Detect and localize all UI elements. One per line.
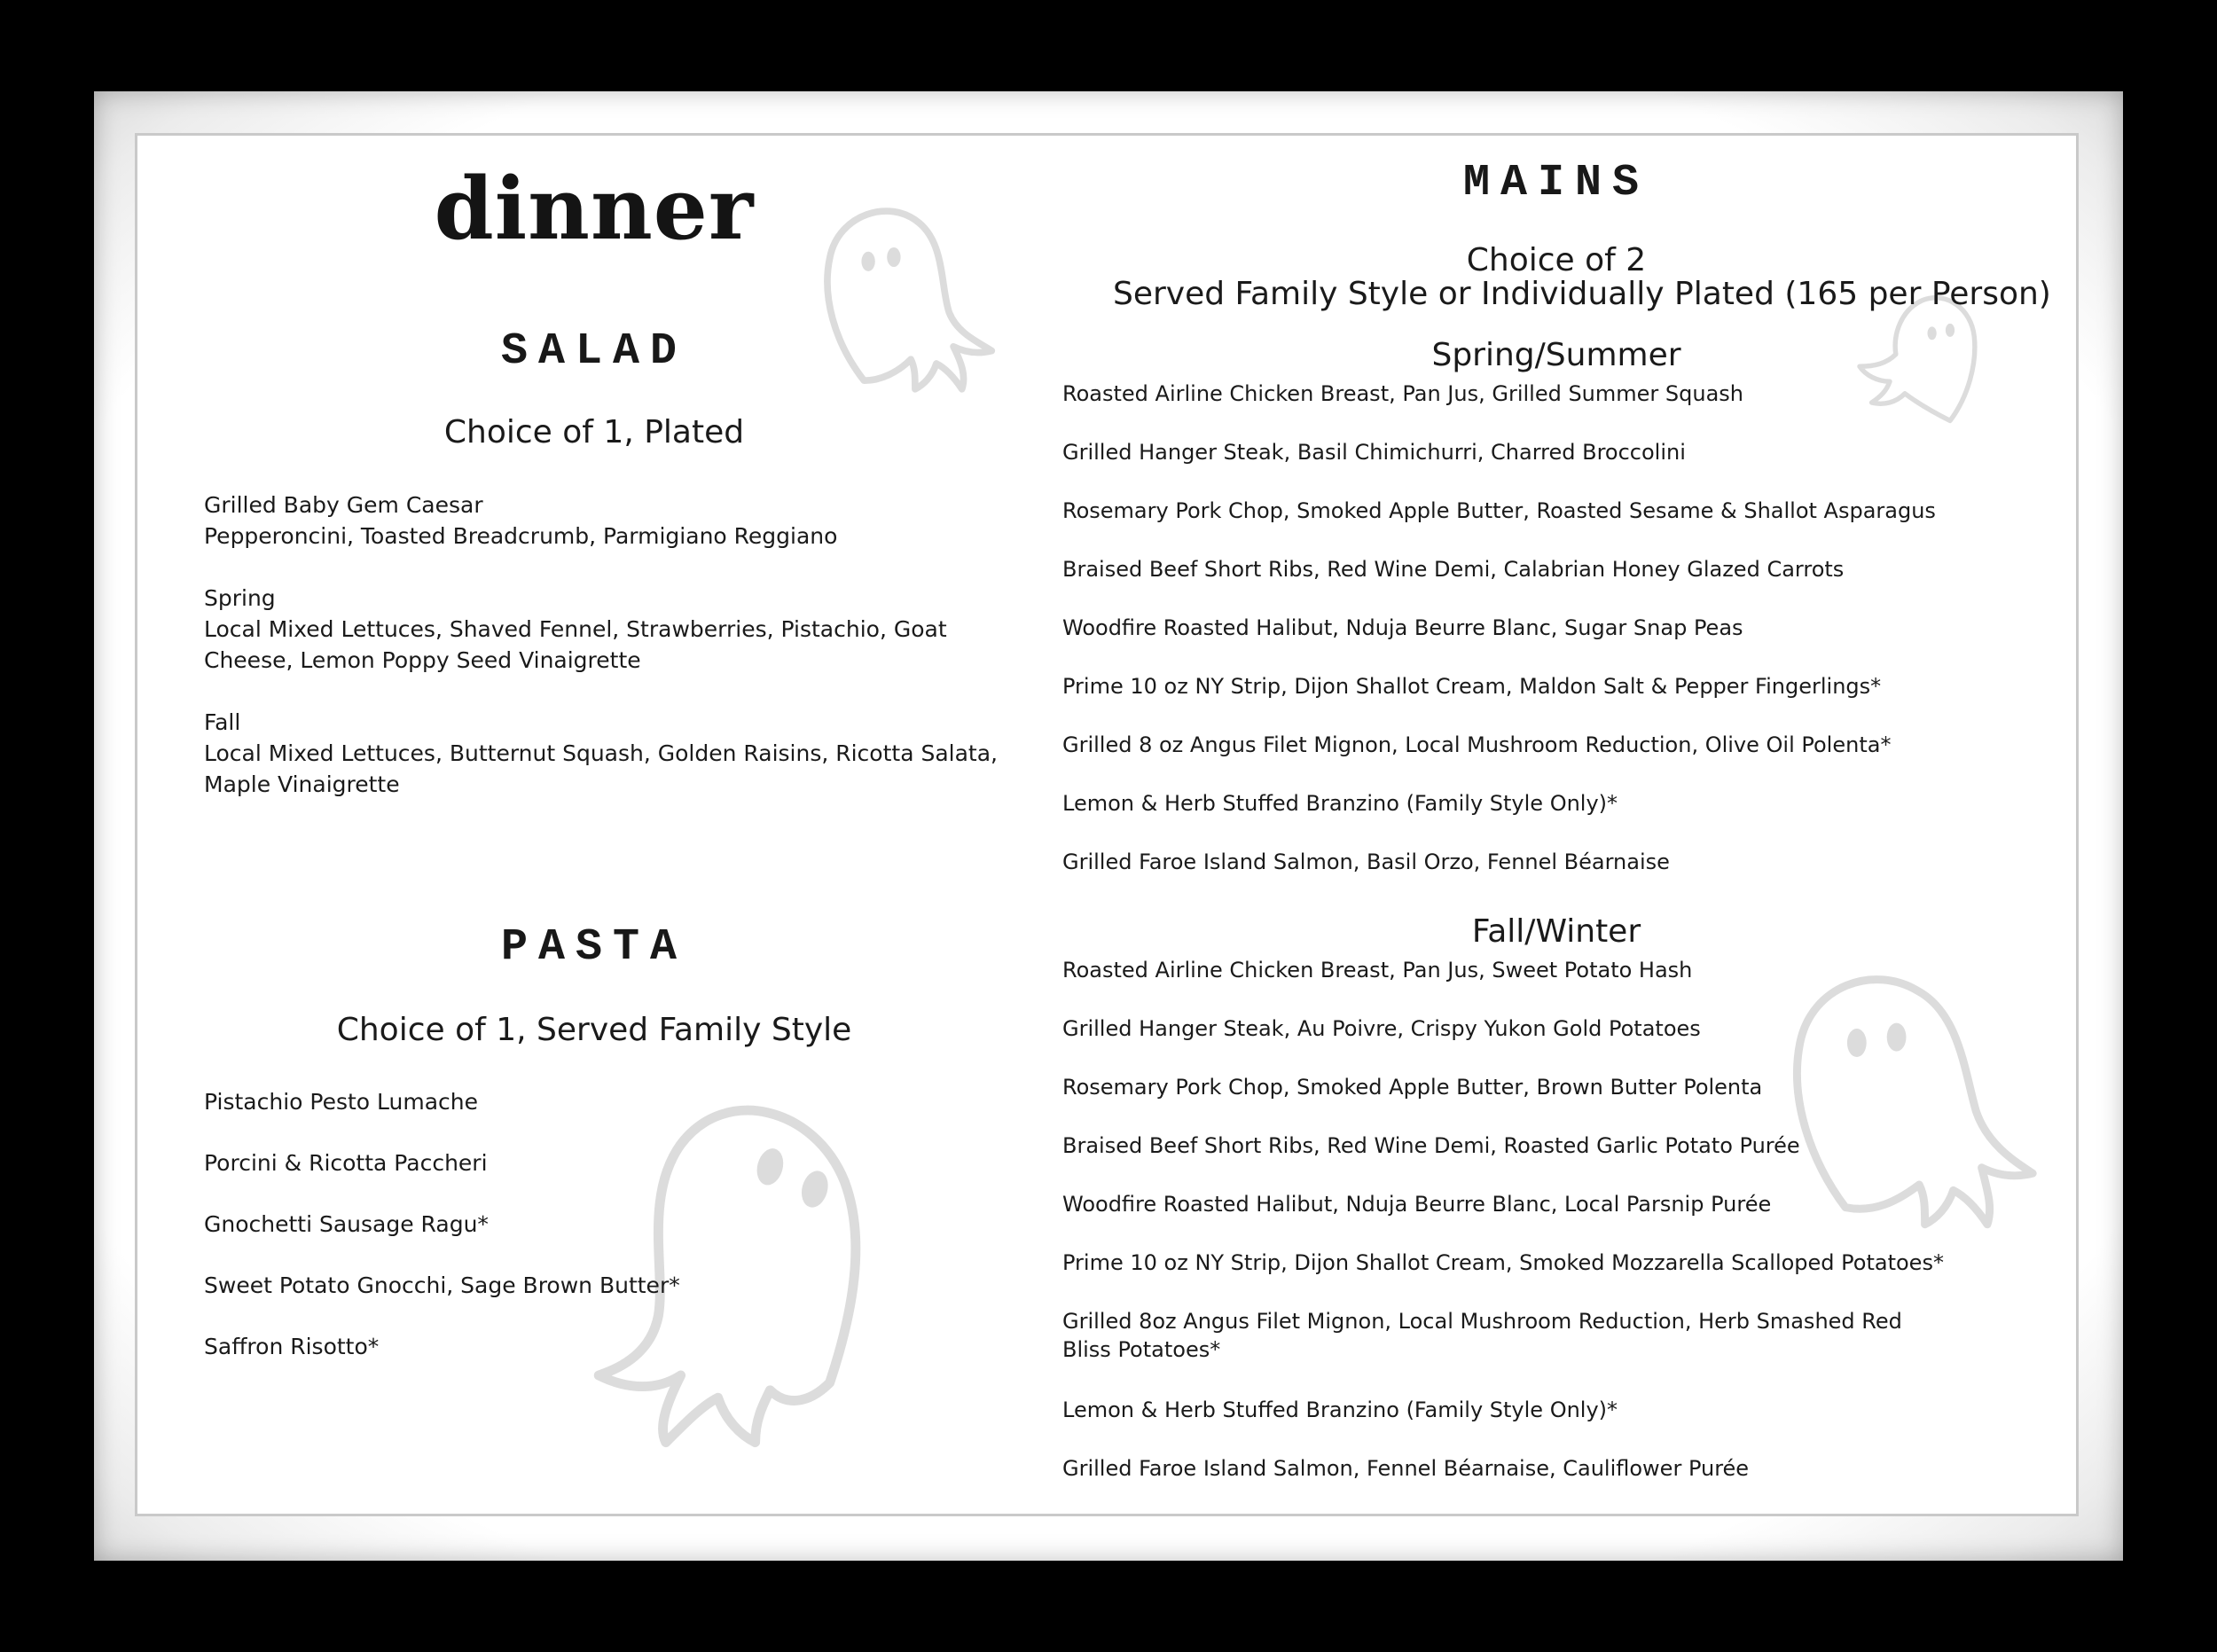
fall-winter-item: Prime 10 oz NY Strip, Dijon Shallot Cream, Smoked Mozzarella Scalloped Potatoes*: [1062, 1250, 1944, 1275]
pasta-item: Sweet Potato Gnocchi, Sage Brown Butter*: [204, 1272, 680, 1298]
salad-item-name: Spring: [204, 585, 276, 611]
pasta-item: Pistachio Pesto Lumache: [204, 1089, 479, 1115]
salad-item-name: Grilled Baby Gem Caesar: [204, 492, 483, 518]
fall-winter-item: Rosemary Pork Chop, Smoked Apple Butter, Brown Butter Polenta: [1062, 1075, 1763, 1100]
fall-winter-item: Grilled Faroe Island Salmon, Fennel Béarnaise, Cauliflower Purée: [1062, 1456, 1750, 1481]
ghost-icon: [576, 1069, 949, 1459]
spring-summer-item: Lemon & Herb Stuffed Branzino (Family Style Only)*: [1062, 791, 1618, 816]
pasta-item: Saffron Risotto*: [204, 1334, 380, 1359]
spring-summer-heading: Spring/Summer: [1431, 337, 1681, 373]
salad-subtitle: Choice of 1, Plated: [443, 414, 745, 450]
fall-winter-item: Woodfire Roasted Halibut, Nduja Beurre Blanc, Local Parsnip Purée: [1062, 1192, 1772, 1217]
mains-subtitle-choice: Choice of 2: [1466, 242, 1647, 278]
salad-heading: SALAD: [500, 326, 688, 377]
fall-winter-item: Braised Beef Short Ribs, Red Wine Demi, Roasted Garlic Potato Purée: [1062, 1133, 1800, 1158]
mains-subtitle-service: Served Family Style or Individually Plated (165 per Person): [1113, 276, 2051, 312]
salad-item-name: Fall: [204, 709, 241, 735]
fall-winter-item: Grilled Hanger Steak, Au Poivre, Crispy Yukon Gold Potatoes: [1062, 1016, 1701, 1041]
spring-summer-item: Woodfire Roasted Halibut, Nduja Beurre Blanc, Sugar Snap Peas: [1062, 615, 1743, 640]
spring-summer-item: Grilled Hanger Steak, Basil Chimichurri, Charred Broccolini: [1062, 440, 1686, 465]
salad-item: [204, 489, 1002, 552]
fall-winter-item: Roasted Airline Chicken Breast, Pan Jus, Sweet Potato Hash: [1062, 958, 1693, 983]
spring-summer-item: Grilled Faroe Island Salmon, Basil Orzo, Fennel Béarnaise: [1062, 849, 1670, 874]
salad-list: [204, 489, 1002, 800]
pasta-item: Gnochetti Sausage Ragu*: [204, 1211, 489, 1237]
pasta-item: Porcini & Ricotta Paccheri: [204, 1150, 488, 1176]
salad-item-description: Pepperoncini, Toasted Breadcrumb, Parmigiano Reggiano: [204, 523, 838, 549]
spring-summer-item: Rosemary Pork Chop, Smoked Apple Butter, Roasted Sesame & Shallot Asparagus: [1062, 498, 1936, 523]
spring-summer-item: Prime 10 oz NY Strip, Dijon Shallot Cream, Maldon Salt & Pepper Fingerlings*: [1062, 674, 1882, 699]
salad-item-description: Local Mixed Lettuces, Butternut Squash, Golden Raisins, Ricotta Salata, Maple Vinaigrette: [204, 740, 998, 797]
fall-winter-item: Lemon & Herb Stuffed Branzino (Family Style Only)*: [1062, 1398, 1618, 1422]
ghost-icon: [1760, 958, 2044, 1241]
salad-item: [204, 583, 1002, 676]
pasta-heading: PASTA: [500, 922, 688, 973]
ghost-icon: [794, 193, 1011, 406]
salad-item-description: Local Mixed Lettuces, Shaved Fennel, Strawberries, Pistachio, Goat Cheese, Lemon Poppy Seed Vinaigrette: [204, 616, 947, 673]
menu-title: dinner: [434, 159, 755, 259]
spring-summer-item: Braised Beef Short Ribs, Red Wine Demi, Calabrian Honey Glazed Carrots: [1062, 557, 1845, 582]
spring-summer-item: Roasted Airline Chicken Breast, Pan Jus, Grilled Summer Squash: [1062, 381, 1744, 406]
spring-summer-item: Grilled 8 oz Angus Filet Mignon, Local Mushroom Reduction, Olive Oil Polenta*: [1062, 732, 1892, 757]
fall-winter-item: Grilled 8oz Angus Filet Mignon, Local Mushroom Reduction, Herb Smashed Red Bliss Potatoes*: [1062, 1309, 1902, 1362]
mains-heading: MAINS: [1462, 158, 1650, 208]
fall-winter-heading: Fall/Winter: [1471, 913, 1641, 950]
salad-item: [204, 707, 1002, 800]
pasta-subtitle: Choice of 1, Served Family Style: [336, 1012, 852, 1048]
